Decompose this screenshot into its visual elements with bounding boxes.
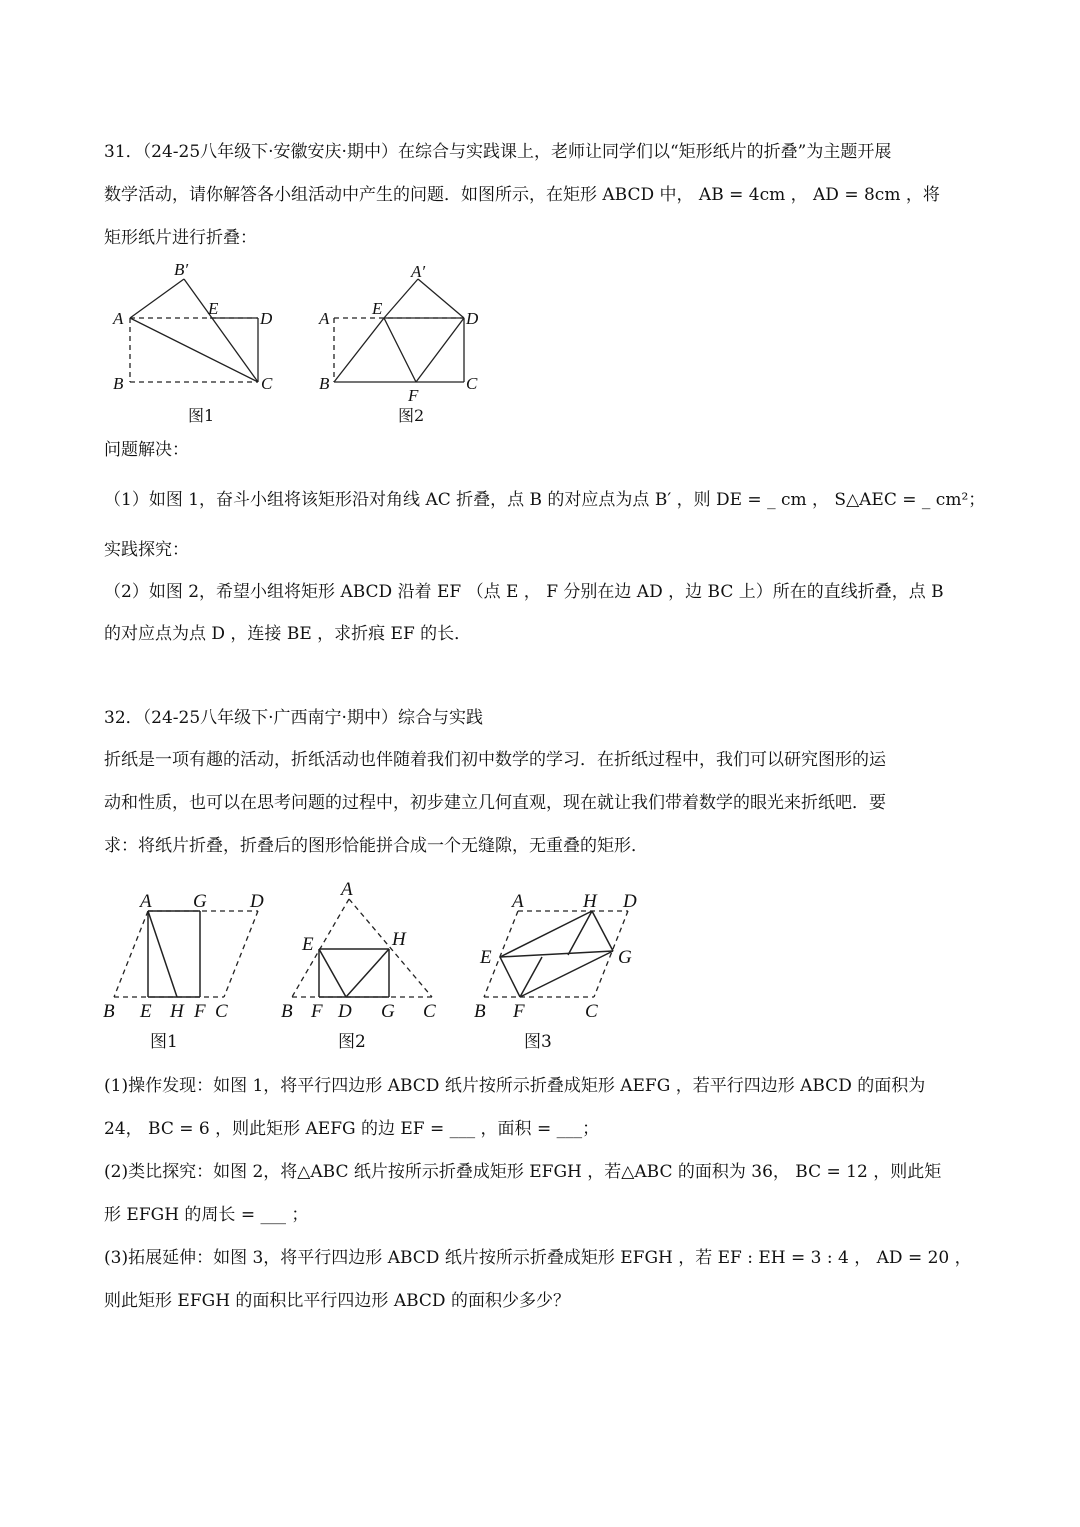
q32-f1-label-a: A [140,891,152,912]
q31-f2-label-a: A [319,309,330,328]
q31-section-practice: 实践探究： [104,540,189,560]
q32-f3-label-c: C [585,1001,598,1022]
q32-f3-label-h: H [583,891,597,912]
q32-f3-label-f: F [513,1001,525,1022]
q32-f1-label-f: F [194,1001,206,1022]
q31-line-1: 31．（24-25八年级下·安徽安庆·期中）在综合与实践课上，老师让同学们以“矩形纸片的折叠”为主题开展 [104,142,892,162]
q31-line-3: 矩形纸片进行折叠： [104,228,257,248]
q31-line-2: 数学活动，请你解答各小组活动中产生的问题．如图所示，在矩形 ABCD 中， AB = 4cm ， AD = 8cm ，将 [104,185,940,205]
q32-intro-1: 折纸是一项有趣的活动，折纸活动也伴随着我们初中数学的学习．在折纸过程中，我们可以研究图形的运 [104,750,886,770]
q32-f2-label-a: A [341,879,353,900]
q31-f2-label-f: F [408,386,419,405]
q31-f1-label-e: E [208,299,219,318]
q32-f2-label-e: E [302,934,314,955]
q32-figure-1 [100,875,280,1060]
q31-part-2-line-1: （2）如图 2，希望小组将矩形 ABCD 沿着 EF （点 E ， F 分别在边 AD ，边 BC 上）所在的直线折叠，点 B [104,582,944,602]
q32-f3-caption: 图3 [524,1032,552,1052]
q32-part-2-line-2: 形 EFGH 的周长 = ___ ； [104,1205,309,1225]
q31-f1-label-bp: B′ [174,260,189,279]
q31-part-1: （1）如图 1，奋斗小组将该矩形沿对角线 AC 折叠，点 B 的对应点为点 B′ ，则 DE = _ cm ， S△AEC = _ cm²； [104,490,986,510]
q32-f2-caption: 图2 [338,1032,366,1052]
q32-part-3-line-1: (3)拓展延伸：如图 3，将平行四边形 ABCD 纸片按所示折叠成矩形 EFGH ，若 EF : EH = 3 : 4 ， AD = 20 ， [104,1248,972,1268]
q32-f1-label-c: C [215,1001,228,1022]
q32-f1-label-d: D [250,891,264,912]
q31-section-problem: 问题解决： [104,440,189,460]
q31-f2-label-c: C [466,374,478,393]
q32-part-1-line-1: (1)操作发现：如图 1，将平行四边形 ABCD 纸片按所示折叠成矩形 AEFG ，若平行四边形 ABCD 的面积为 [104,1076,926,1096]
q31-f1-label-a: A [113,309,124,328]
q31-figure-2 [316,255,496,430]
q32-f3-label-a: A [512,891,524,912]
q32-f1-label-b: B [103,1001,115,1022]
q32-f1-label-g: G [193,891,207,912]
q32-figure-3 [468,875,658,1060]
q32-f1-label-e: E [140,1001,152,1022]
q32-f2-label-h: H [392,929,406,950]
q32-f3-label-d: D [623,891,637,912]
q32-part-3-line-2: 则此矩形 EFGH 的面积比平行四边形 ABCD 的面积少多少？ [104,1291,570,1311]
q32-f1-caption: 图1 [150,1032,178,1052]
q31-f1-label-c: C [261,374,273,393]
q32-f2-label-d: D [338,1001,352,1022]
q31-f2-caption: 图2 [398,406,425,425]
q32-intro-2: 动和性质，也可以在思考问题的过程中，初步建立几何直观，现在就让我们带着数学的眼光来折纸吧．要 [104,793,886,813]
q32-f3-label-g: G [618,947,632,968]
q32-f3-label-b: B [474,1001,486,1022]
q32-f3-label-e: E [480,947,492,968]
q31-f1-label-b: B [113,374,124,393]
q31-figure-1 [104,255,294,430]
q32-f2-label-c: C [423,1001,436,1022]
q32-f2-label-g: G [381,1001,395,1022]
q32-f2-label-f: F [311,1001,323,1022]
q31-f1-caption: 图1 [188,406,215,425]
q32-intro-3: 求：将纸片折叠，折叠后的图形恰能拼合成一个无缝隙，无重叠的矩形． [104,836,648,856]
q32-f1-label-h: H [170,1001,184,1022]
q31-f2-label-b: B [319,374,330,393]
q32-figure-2 [278,875,448,1060]
q32-part-2-line-1: (2)类比探究：如图 2，将△ABC 纸片按所示折叠成矩形 EFGH ，若△ABC 的面积为 36， BC = 12 ，则此矩 [104,1162,942,1182]
q31-f2-label-ap: A′ [411,262,426,281]
q32-header: 32．（24-25八年级下·广西南宁·期中）综合与实践 [104,708,483,728]
q31-part-2-line-2: 的对应点为点 D ，连接 BE ，求折痕 EF 的长． [104,624,472,644]
q31-f2-label-e: E [372,299,383,318]
q32-part-1-line-2: 24， BC = 6 ，则此矩形 AEFG 的边 EF = ___ ，面积 = ___； [104,1119,600,1139]
q32-f2-label-b: B [281,1001,293,1022]
q31-f2-label-d: D [466,309,479,328]
q31-f1-label-d: D [260,309,273,328]
